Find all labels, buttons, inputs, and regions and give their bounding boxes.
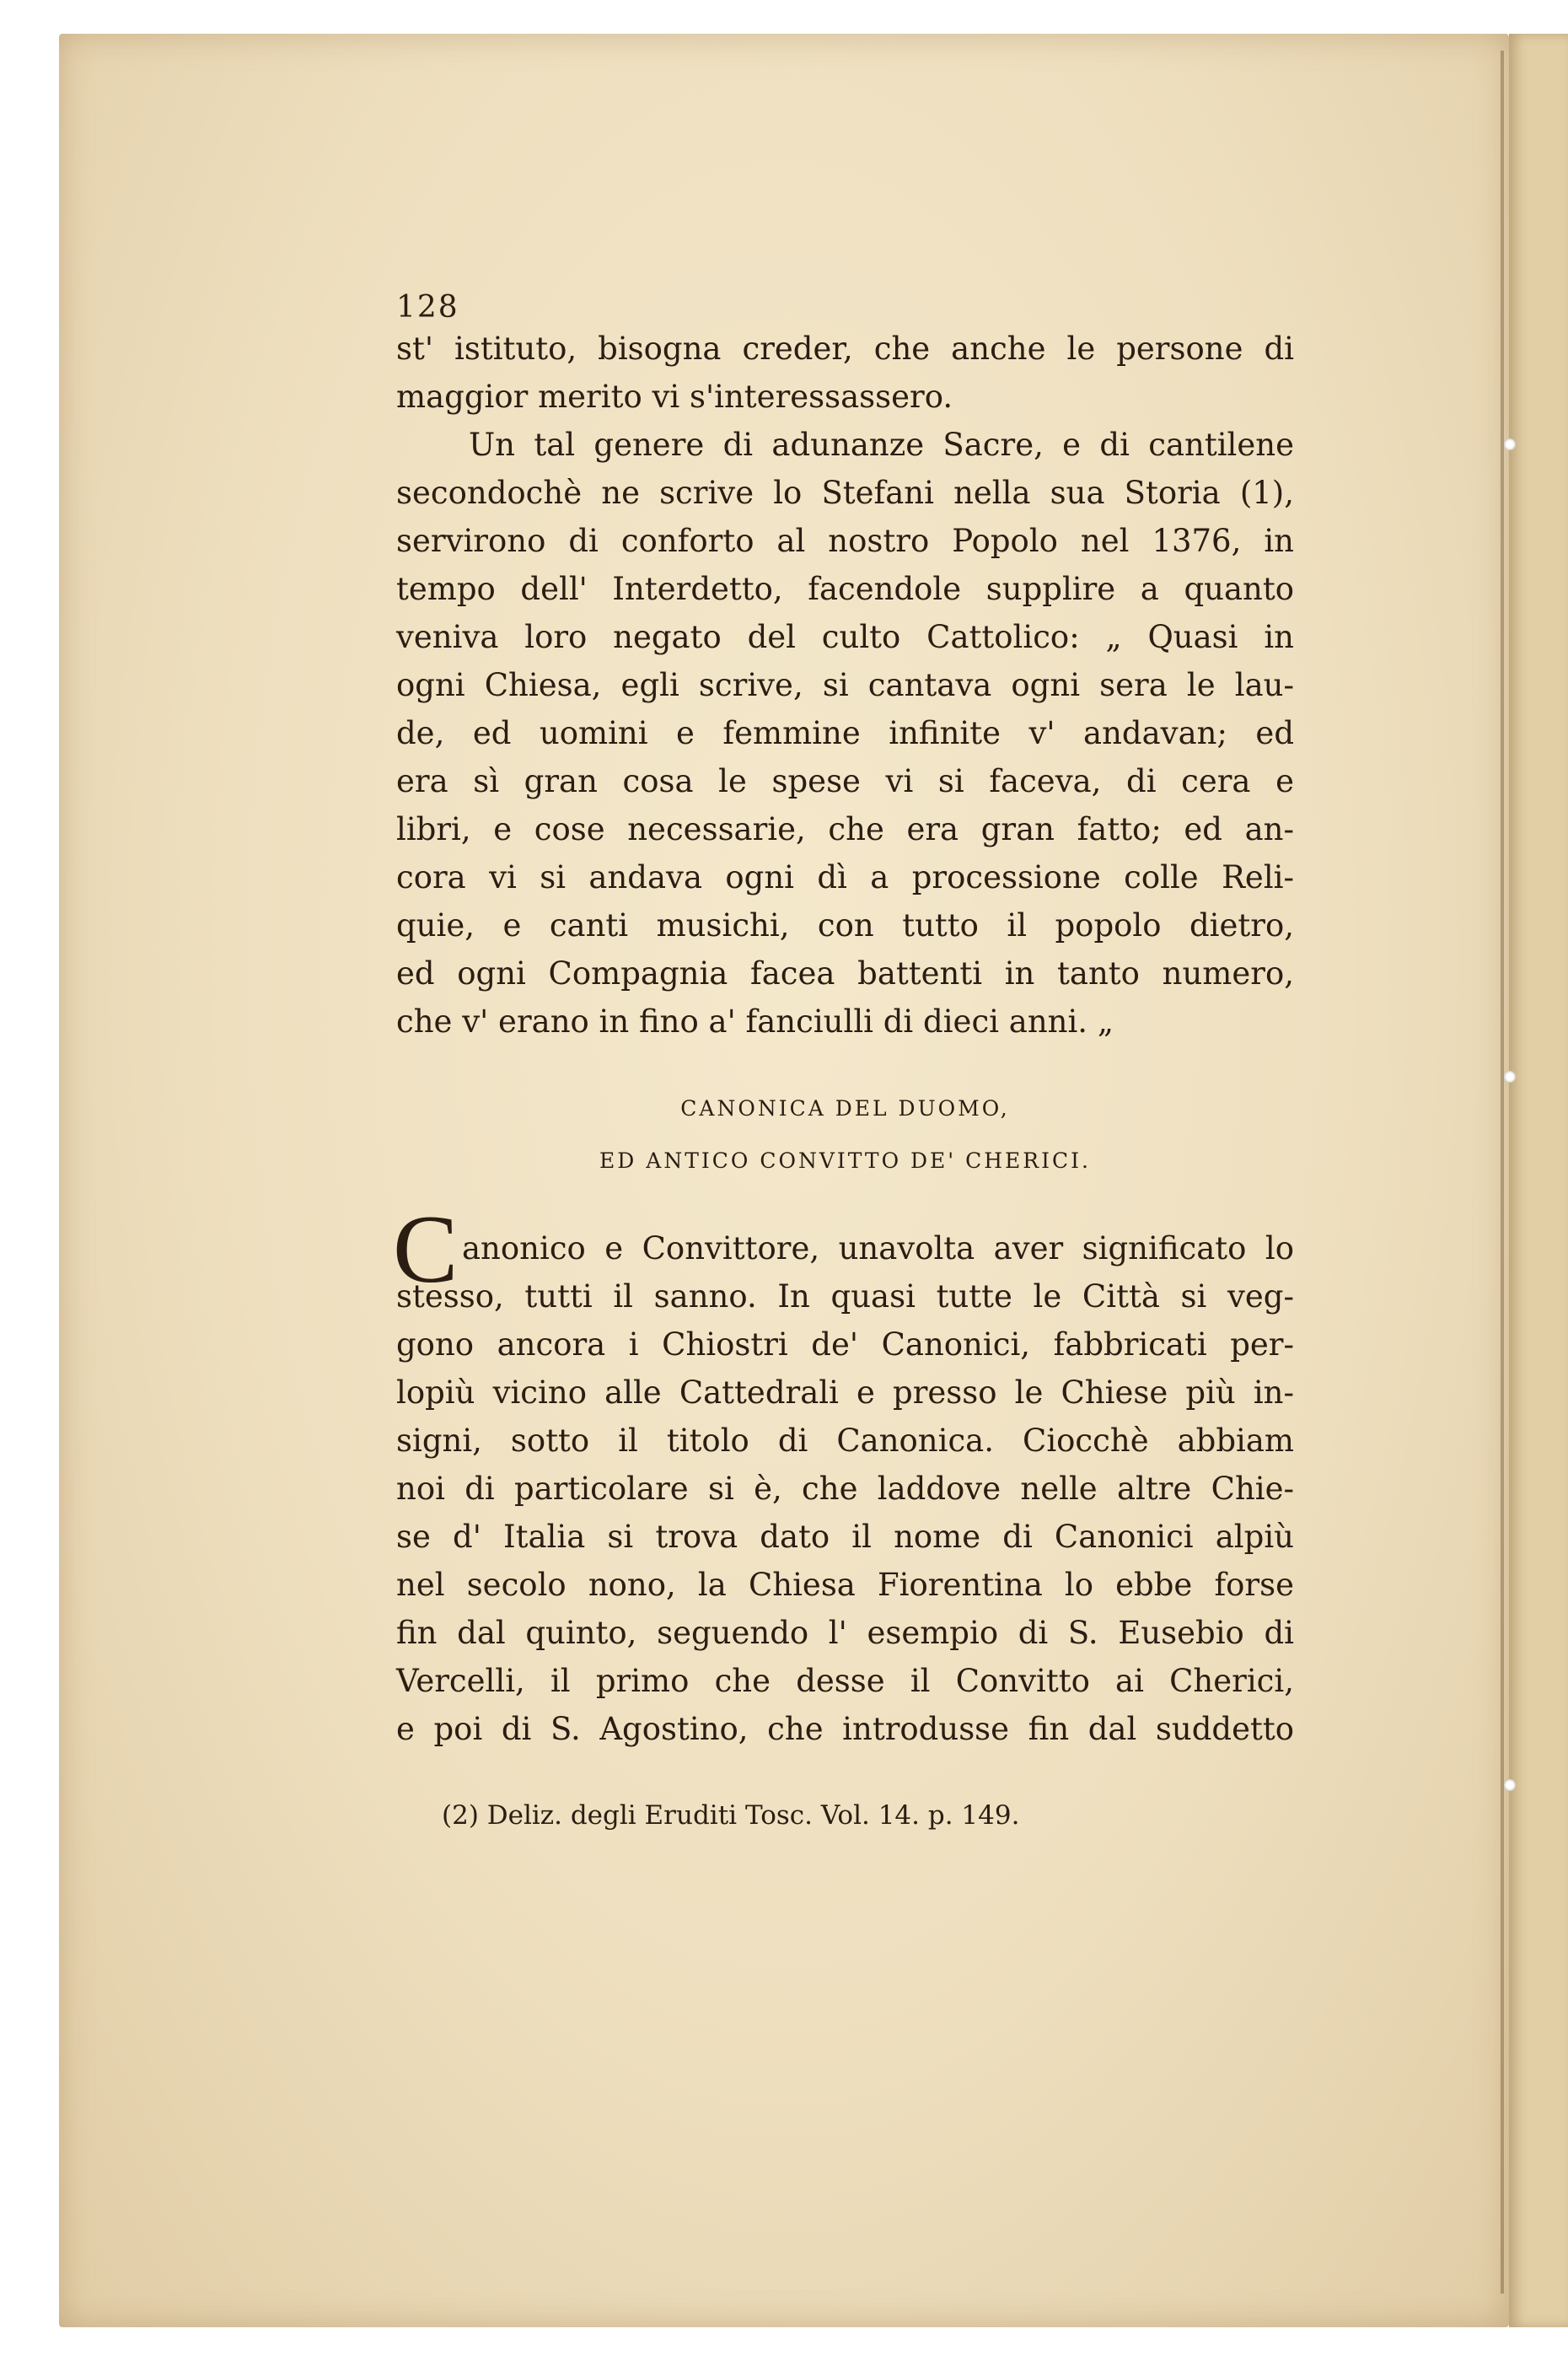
text-line: st' istituto, bisogna creder, che anche le persone di (396, 331, 1294, 367)
text-line: maggior merito vi s'interessassero. (396, 379, 953, 415)
text-line: fin dal quinto, seguendo l' esempio di S. Eusebio di (396, 1615, 1294, 1651)
heading-line: CANONICA DEL DUOMO, (680, 1096, 1010, 1121)
text-line: che v' erano in fino a' fanciulli di dieci anni. „ (396, 1003, 1114, 1040)
text-line: signi, sotto il titolo di Canonica. Ciocchè abbiam (396, 1423, 1294, 1459)
text-line: quie, e canti musichi, con tutto il popolo dietro, (396, 907, 1294, 944)
binding-fold (1501, 51, 1504, 2294)
binding-hole (1504, 1779, 1516, 1791)
text-line: de, ed uomini e femmine infinite v' andavan; ed (396, 715, 1294, 751)
paragraph-continued (396, 325, 1294, 421)
binding-hole (1504, 438, 1516, 450)
text-line: servirono di conforto al nostro Popolo nel 1376, in (396, 523, 1294, 559)
adjacent-page-edge (1509, 34, 1568, 2327)
text-line: Vercelli, il primo che desse il Convitto ai Cherici, (396, 1663, 1294, 1699)
footnote: (2) Deliz. degli Eruditi Tosc. Vol. 14. p. 149. (442, 1800, 1020, 1831)
text-line: ogni Chiesa, egli scrive, si cantava ogni sera le lau- (396, 667, 1294, 703)
text-line: veniva loro negato del culto Cattolico: „ Quasi in (396, 619, 1294, 655)
text-line: anonico e Convittore, unavolta aver significato lo (462, 1230, 1294, 1267)
text-line: noi di particolare si è, che laddove nelle altre Chie- (396, 1471, 1294, 1507)
text-block (393, 290, 1294, 1832)
text-line: Un tal genere di adunanze Sacre, e di cantilene (469, 427, 1294, 463)
text-line: lopiù vicino alle Cattedrali e presso le Chiese più in- (396, 1374, 1294, 1411)
page-number: 128 (396, 290, 459, 325)
text-line: e poi di S. Agostino, che introdusse fin dal suddetto (396, 1711, 1294, 1747)
text-line: stesso, tutti il sanno. In quasi tutte le Città si veg- (396, 1278, 1294, 1315)
paragraph-canonica (393, 1196, 1294, 1753)
text-line: nel secolo nono, la Chiesa Fiorentina lo ebbe forse (396, 1567, 1294, 1603)
drop-cap: C (393, 1196, 459, 1304)
text-line: cora vi si andava ogni dì a processione colle Reli- (396, 859, 1294, 895)
text-line: libri, e cose necessarie, che era gran fatto; ed an- (396, 811, 1294, 847)
binding-hole (1504, 1071, 1516, 1083)
heading-line: ED ANTICO CONVITTO DE' CHERICI. (599, 1148, 1091, 1173)
text-line: se d' Italia si trova dato il nome di Canonici alpiù (396, 1519, 1294, 1555)
paragraph-adunanze (396, 421, 1294, 1046)
text-line: ed ogni Compagnia facea battenti in tanto numero, (396, 955, 1294, 992)
text-line: gono ancora i Chiostri de' Canonici, fabbricati per- (396, 1326, 1294, 1363)
text-line: tempo dell' Interdetto, facendole supplire a quanto (396, 571, 1294, 607)
text-line: secondochè ne scrive lo Stefani nella sua Storia (1), (396, 475, 1294, 511)
section-heading (396, 1083, 1294, 1187)
text-line: era sì gran cosa le spese vi si faceva, di cera e (396, 763, 1294, 799)
